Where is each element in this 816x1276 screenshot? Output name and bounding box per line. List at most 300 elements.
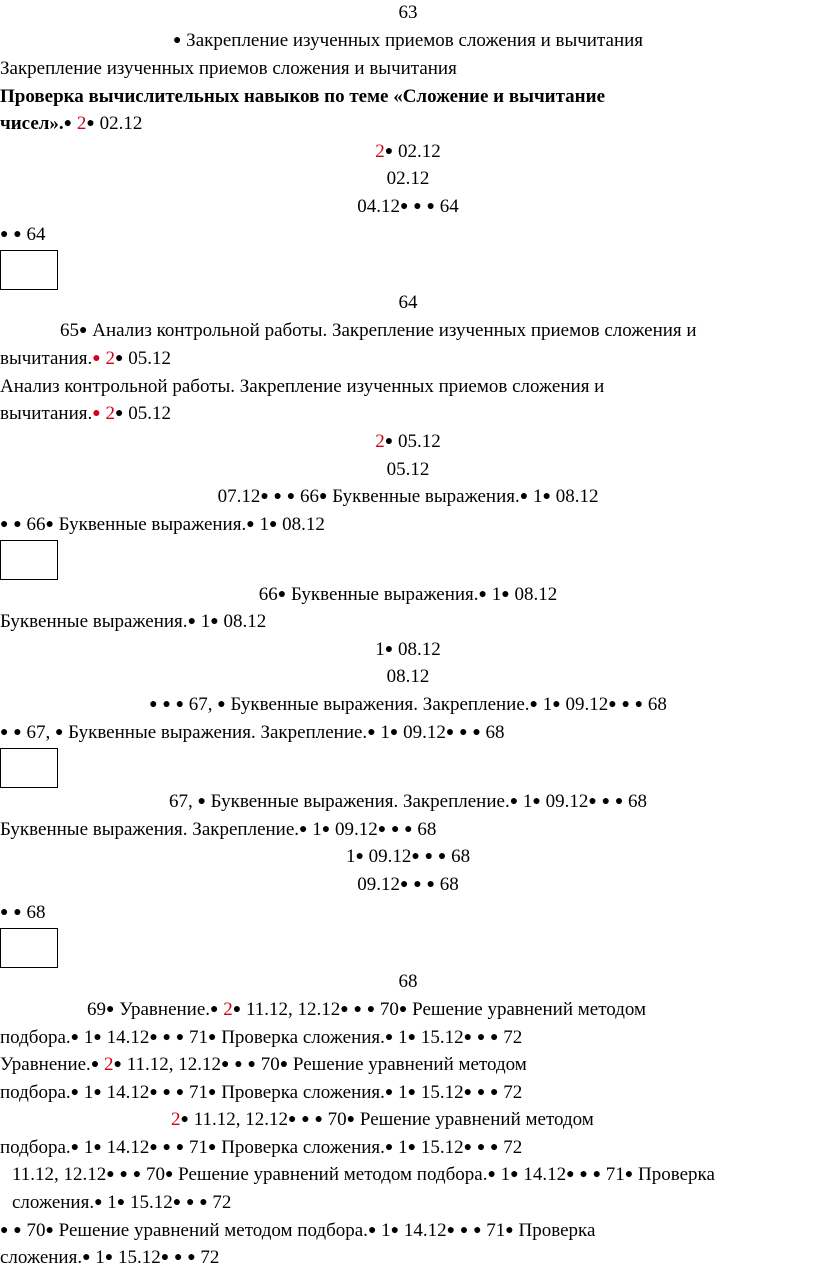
bullet-icon — [161, 1250, 169, 1265]
text-line — [171, 1107, 594, 1135]
bullet-icon — [246, 517, 254, 532]
bullet-icon — [106, 1167, 114, 1182]
text-fragment: 1 — [375, 639, 385, 660]
text-fragment: 05.12 — [386, 459, 430, 480]
text-fragment: 1 — [107, 1192, 117, 1213]
bullet-icon — [199, 1195, 207, 1210]
text-fragment: 71 — [486, 1220, 506, 1241]
bullet-icon — [490, 1085, 498, 1100]
text-fragment: 72 — [503, 1027, 523, 1048]
bullet-icon — [301, 1112, 309, 1127]
bullet-icon — [615, 794, 623, 809]
text-fragment: 71 — [188, 1082, 208, 1103]
bullet-icon — [210, 614, 218, 629]
text-line — [0, 111, 142, 139]
bullet-icon — [86, 116, 94, 131]
bullet-icon — [210, 1002, 218, 1017]
bullet-icon — [92, 406, 100, 421]
bullet-icon — [208, 1140, 216, 1155]
bullet-icon — [13, 227, 21, 242]
text-fragment: 68 — [451, 846, 471, 867]
text-fragment: 04.12 — [357, 196, 401, 217]
bullet-icon — [188, 614, 196, 629]
text-fragment: 07.12 — [217, 486, 261, 507]
text-fragment: 68 — [26, 902, 46, 923]
bullet-icon — [288, 1112, 296, 1127]
bullet-icon — [625, 1167, 633, 1182]
bullet-icon — [82, 1250, 90, 1265]
bullet-icon — [530, 697, 538, 712]
text-fragment: 14.12 — [106, 1082, 150, 1103]
bullet-icon — [447, 1223, 455, 1238]
text-line — [0, 720, 505, 748]
text-fragment: 1 — [312, 819, 322, 840]
bullet-icon — [278, 587, 286, 602]
bullet-icon — [64, 116, 72, 131]
text-fragment: 67, — [188, 694, 213, 715]
text-line — [0, 56, 457, 82]
text-fragment: 2 — [76, 113, 87, 134]
text-fragment: сложения. — [12, 1192, 95, 1213]
bullet-icon — [472, 725, 480, 740]
bullet-icon — [408, 1140, 416, 1155]
text-fragment: 09.12 — [545, 791, 589, 812]
bullet-icon — [322, 822, 330, 837]
text-line — [0, 1245, 219, 1273]
text-fragment: 70 — [260, 1054, 280, 1075]
bullet-icon — [173, 1195, 181, 1210]
bullet-icon — [173, 33, 181, 48]
bullet-icon — [114, 1057, 122, 1072]
text-fragment: 08.12 — [555, 486, 599, 507]
bullet-icon — [208, 1030, 216, 1045]
text-fragment: 68 — [647, 694, 667, 715]
page-number — [0, 969, 816, 995]
bullet-icon — [187, 1250, 195, 1265]
text-line — [0, 637, 816, 665]
bullet-icon — [149, 697, 157, 712]
bullet-icon — [501, 587, 509, 602]
text-fragment: Решение уравнений методом подбора. — [58, 1220, 368, 1241]
bullet-icon — [93, 1030, 101, 1045]
bullet-icon — [385, 1030, 393, 1045]
text-fragment: Буквенные выражения. — [290, 584, 479, 605]
text-fragment: 71 — [605, 1164, 625, 1185]
bullet-icon — [473, 1223, 481, 1238]
bullet-icon — [579, 1167, 587, 1182]
text-line — [0, 872, 816, 900]
text-fragment: Проверка сложения. — [221, 1027, 385, 1048]
bullet-icon — [221, 1057, 229, 1072]
text-fragment: 1 — [83, 1082, 94, 1103]
text-line — [12, 1190, 231, 1218]
bullet-icon — [181, 1112, 189, 1127]
text-line — [0, 374, 604, 400]
bullet-icon — [391, 822, 399, 837]
text-fragment: Буквенные выражения. Закрепление. — [230, 694, 530, 715]
text-fragment: 05.12 — [128, 348, 171, 369]
bullet-icon — [92, 351, 100, 366]
bullet-icon — [186, 1195, 194, 1210]
bullet-icon — [274, 489, 282, 504]
text-line — [0, 1080, 522, 1108]
bullet-icon — [464, 1085, 472, 1100]
text-fragment: Закрепление изученных приемов сложения и вычитания — [0, 58, 457, 79]
text-fragment: 65 — [60, 320, 79, 341]
text-line — [0, 28, 816, 56]
bullet-icon — [176, 1085, 184, 1100]
text-fragment: 68 — [485, 722, 505, 743]
bullet-icon — [45, 1223, 53, 1238]
text-fragment: 69 — [87, 999, 106, 1020]
text-fragment: 1 — [380, 722, 390, 743]
text-fragment: 66 — [299, 486, 319, 507]
bullet-icon — [385, 434, 393, 449]
text-line — [0, 401, 171, 429]
text-fragment: Проверка — [518, 1220, 596, 1241]
bullet-icon — [106, 1002, 114, 1017]
bullet-icon — [464, 1030, 472, 1045]
text-fragment: 2 — [105, 403, 115, 424]
bullet-icon — [91, 1057, 99, 1072]
text-fragment: 09.12 — [403, 722, 446, 743]
text-fragment: 1 — [532, 486, 543, 507]
text-fragment: чисел». — [0, 113, 64, 134]
bullet-icon — [400, 877, 408, 892]
text-fragment: 15.12 — [420, 1082, 464, 1103]
text-fragment: подбора. — [0, 1137, 71, 1158]
bullet-icon — [426, 877, 434, 892]
bullet-icon — [0, 1223, 8, 1238]
bullet-icon — [459, 725, 467, 740]
text-fragment: 72 — [503, 1082, 523, 1103]
text-fragment: подбора. — [0, 1082, 71, 1103]
text-fragment: 2 — [171, 1109, 181, 1130]
bullet-icon — [115, 351, 123, 366]
text-fragment: 1 — [83, 1027, 94, 1048]
bullet-icon — [163, 1140, 171, 1155]
bullet-icon — [93, 1140, 101, 1155]
bullet-icon — [426, 199, 434, 214]
text-fragment: 70 — [145, 1164, 165, 1185]
text-line — [60, 318, 697, 346]
text-fragment: сложения. — [0, 1247, 83, 1268]
text-fragment: 63 — [398, 2, 418, 23]
bullet-icon — [13, 725, 21, 740]
bullet-icon — [399, 1002, 407, 1017]
text-fragment: 09.12 — [357, 874, 401, 895]
bullet-icon — [391, 1223, 399, 1238]
bullet-icon — [340, 1002, 348, 1017]
text-line — [0, 346, 171, 374]
text-fragment: 68 — [417, 819, 437, 840]
text-fragment: Анализ контрольной работы. Закрепление изученных приемов сложения и — [0, 376, 605, 397]
text-fragment: 2 — [375, 141, 385, 162]
bullet-icon — [408, 1030, 416, 1045]
text-line — [0, 222, 45, 250]
bullet-icon — [217, 697, 225, 712]
bullet-icon — [105, 1250, 113, 1265]
bullet-icon — [487, 1167, 495, 1182]
text-fragment: 15.12 — [420, 1137, 464, 1158]
bullet-icon — [520, 489, 528, 504]
bullet-icon — [162, 697, 170, 712]
bullet-icon — [385, 1085, 393, 1100]
text-fragment: 14.12 — [523, 1164, 567, 1185]
bullet-icon — [510, 1167, 518, 1182]
text-fragment: 70 — [26, 1220, 46, 1241]
empty-box — [0, 928, 58, 968]
page-number — [0, 290, 816, 316]
bullet-icon — [367, 1002, 375, 1017]
bullet-icon — [314, 1112, 322, 1127]
bullet-icon — [176, 1140, 184, 1155]
text-fragment: 1 — [491, 584, 502, 605]
bullet-icon — [602, 794, 610, 809]
text-line — [0, 429, 816, 457]
text-fragment: 68 — [439, 874, 459, 895]
bullet-icon — [390, 725, 398, 740]
bullet-icon — [0, 905, 8, 920]
text-fragment: 68 — [628, 791, 648, 812]
text-line — [87, 997, 646, 1025]
text-fragment: 15.12 — [420, 1027, 464, 1048]
text-line — [0, 512, 325, 540]
text-fragment: Проверка — [638, 1164, 715, 1185]
bullet-icon — [404, 822, 412, 837]
bullet-icon — [385, 642, 393, 657]
text-fragment: 2 — [104, 1054, 114, 1075]
bullet-icon — [71, 1140, 79, 1155]
text-fragment: 11.12, 12.12 — [12, 1164, 107, 1185]
bullet-icon — [400, 199, 408, 214]
text-fragment: 08.12 — [282, 514, 325, 535]
text-line — [0, 844, 816, 872]
bullet-icon — [490, 1140, 498, 1155]
text-fragment: 1 — [522, 791, 533, 812]
text-fragment: 09.12 — [565, 694, 609, 715]
text-fragment: Буквенные выражения. Закрепление. — [68, 722, 368, 743]
text-fragment: 67, — [168, 791, 193, 812]
bullet-icon — [117, 1195, 125, 1210]
bullet-icon — [552, 697, 560, 712]
text-fragment: 64 — [398, 292, 418, 313]
text-line — [0, 1218, 595, 1246]
text-line — [0, 166, 816, 192]
text-fragment: 1 — [542, 694, 553, 715]
bullet-icon — [163, 1085, 171, 1100]
text-fragment: Буквенные выражения. Закрепление. — [0, 819, 300, 840]
text-line — [0, 1025, 522, 1053]
bullet-icon — [163, 1030, 171, 1045]
bullet-icon — [287, 489, 295, 504]
text-fragment: 08.12 — [514, 584, 558, 605]
bullet-icon — [280, 1057, 288, 1072]
page-number — [0, 0, 816, 26]
bullet-icon — [234, 1057, 242, 1072]
bullet-icon — [438, 849, 446, 864]
bullet-icon — [510, 794, 518, 809]
bullet-icon — [208, 1085, 216, 1100]
text-line — [0, 484, 816, 512]
bullet-icon — [413, 877, 421, 892]
bullet-icon — [71, 1085, 79, 1100]
text-fragment: 1 — [381, 1220, 391, 1241]
bullet-icon — [477, 1140, 485, 1155]
bullet-icon — [408, 1085, 416, 1100]
bullet-icon — [149, 1085, 157, 1100]
text-fragment: 11.12, 12.12 — [193, 1109, 289, 1130]
bullet-icon — [149, 1030, 157, 1045]
text-fragment: Буквенные выражения. — [0, 611, 188, 632]
text-line — [0, 194, 816, 222]
text-fragment: 08.12 — [223, 611, 267, 632]
text-fragment: 02.12 — [397, 141, 441, 162]
bullet-icon — [425, 849, 433, 864]
text-line — [0, 789, 816, 817]
text-fragment: вычитания. — [0, 403, 93, 424]
bullet-icon — [45, 517, 53, 532]
text-fragment: 1 — [398, 1137, 408, 1158]
bullet-icon — [71, 1030, 79, 1045]
bullet-icon — [490, 1030, 498, 1045]
bullet-icon — [477, 1085, 485, 1100]
bullet-icon — [477, 1030, 485, 1045]
bullet-icon — [378, 822, 386, 837]
text-line — [0, 900, 45, 928]
text-line — [0, 692, 816, 720]
text-fragment: 02.12 — [99, 113, 143, 134]
text-fragment: 70 — [327, 1109, 347, 1130]
bullet-icon — [0, 517, 8, 532]
text-fragment: 72 — [200, 1247, 220, 1268]
text-fragment: 08.12 — [386, 666, 430, 687]
bullet-icon — [385, 1140, 393, 1155]
text-fragment: 1 — [259, 514, 269, 535]
text-line — [0, 664, 816, 690]
bullet-icon — [413, 199, 421, 214]
text-fragment: 72 — [212, 1192, 232, 1213]
bullet-icon — [319, 489, 327, 504]
text-fragment: 11.12, 12.12 — [126, 1054, 222, 1075]
bullet-icon — [133, 1167, 141, 1182]
text-fragment: 02.12 — [386, 168, 430, 189]
text-fragment: 67, — [26, 722, 51, 743]
bullet-icon — [608, 697, 616, 712]
text-fragment: 1 — [500, 1164, 511, 1185]
bullet-icon — [176, 697, 184, 712]
empty-box — [0, 250, 58, 290]
text-fragment: 66 — [258, 584, 278, 605]
text-fragment: подбора. — [0, 1027, 71, 1048]
text-fragment: 15.12 — [118, 1247, 161, 1268]
text-line — [0, 1135, 522, 1163]
text-fragment: 11.12, 12.12 — [245, 999, 341, 1020]
bullet-icon — [165, 1167, 173, 1182]
text-fragment: Закрепление изученных приемов сложения и вычитания — [186, 30, 644, 51]
bullet-icon — [411, 849, 419, 864]
text-fragment: 64 — [26, 224, 46, 245]
text-fragment: 14.12 — [106, 1027, 150, 1048]
text-fragment: 1 — [83, 1137, 94, 1158]
text-fragment: Буквенные выражения. Закрепление. — [210, 791, 510, 812]
text-fragment: Уравнение. — [119, 999, 211, 1020]
bullet-icon — [566, 1167, 574, 1182]
text-fragment: 71 — [188, 1137, 208, 1158]
bullet-icon — [174, 1250, 182, 1265]
bullet-icon — [233, 1002, 241, 1017]
text-fragment: 08.12 — [397, 639, 441, 660]
text-fragment: Решение уравнений методом — [292, 1054, 527, 1075]
text-fragment: Проверка сложения. — [221, 1137, 385, 1158]
text-fragment: Буквенные выражения. — [332, 486, 520, 507]
bullet-icon — [115, 406, 123, 421]
text-fragment: Решение уравнений методом подбора. — [178, 1164, 488, 1185]
text-fragment: Анализ контрольной работы. Закрепление изученных приемов сложения и — [92, 320, 697, 341]
text-fragment: вычитания. — [0, 348, 93, 369]
bullet-icon — [13, 905, 21, 920]
text-line — [0, 609, 266, 637]
text-fragment: 1 — [345, 846, 356, 867]
text-fragment: 66 — [26, 514, 46, 535]
empty-box — [0, 748, 58, 788]
heading-line — [0, 84, 605, 110]
bullet-icon — [593, 1167, 601, 1182]
text-fragment: Решение уравнений методом — [412, 999, 647, 1020]
bullet-icon — [260, 489, 268, 504]
bullet-icon — [460, 1223, 468, 1238]
text-fragment: 09.12 — [368, 846, 412, 867]
bullet-icon — [13, 517, 21, 532]
bullet-icon — [353, 1002, 361, 1017]
text-line — [0, 1052, 527, 1080]
text-fragment: Буквенные выражения. — [58, 514, 247, 535]
text-fragment: 05.12 — [397, 431, 441, 452]
bullet-icon — [588, 794, 596, 809]
text-fragment: 68 — [398, 971, 418, 992]
text-fragment: 2 — [105, 348, 115, 369]
text-fragment: 14.12 — [106, 1137, 150, 1158]
bullet-icon — [247, 1057, 255, 1072]
text-line — [0, 817, 436, 845]
empty-box — [0, 540, 58, 580]
text-fragment: Проверка вычислительных навыков по теме «Сложение и вычитание — [0, 86, 606, 107]
bullet-icon — [94, 1195, 102, 1210]
bullet-icon — [55, 725, 63, 740]
text-line — [12, 1162, 715, 1190]
bullet-icon — [621, 697, 629, 712]
bullet-icon — [385, 144, 393, 159]
bullet-icon — [446, 725, 454, 740]
bullet-icon — [505, 1223, 513, 1238]
text-fragment: Проверка сложения. — [221, 1082, 385, 1103]
bullet-icon — [269, 517, 277, 532]
text-fragment: 15.12 — [130, 1192, 173, 1213]
text-fragment: 1 — [398, 1027, 408, 1048]
text-fragment: 72 — [503, 1137, 523, 1158]
bullet-icon — [79, 323, 87, 338]
bullet-icon — [299, 822, 307, 837]
bullet-icon — [542, 489, 550, 504]
bullet-icon — [367, 725, 375, 740]
bullet-icon — [464, 1140, 472, 1155]
bullet-icon — [13, 1223, 21, 1238]
bullet-icon — [347, 1112, 355, 1127]
text-fragment: 09.12 — [334, 819, 378, 840]
text-fragment: 1 — [95, 1247, 105, 1268]
text-fragment: 1 — [398, 1082, 408, 1103]
text-fragment: 70 — [379, 999, 399, 1020]
